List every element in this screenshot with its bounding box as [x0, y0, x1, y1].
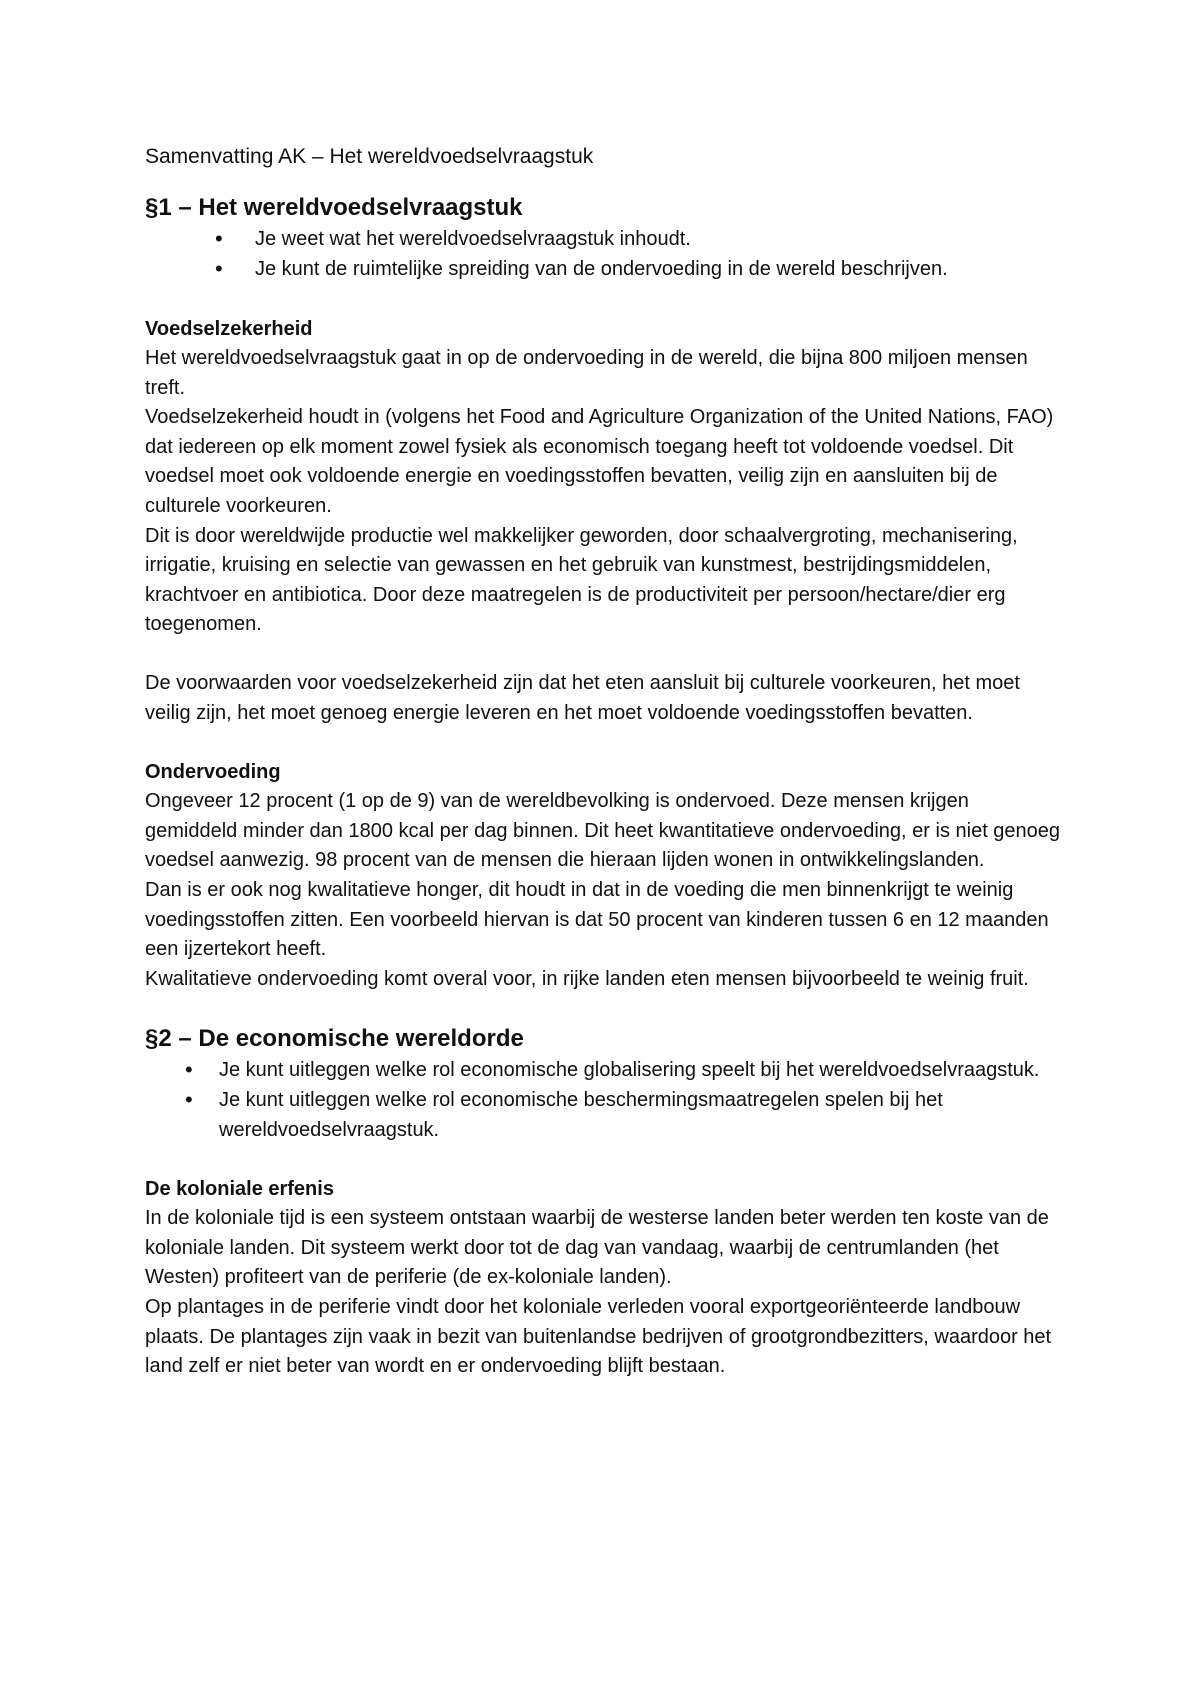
- paragraph: Dan is er ook nog kwalitatieve honger, dit houdt in dat in de voeding die men binnenkrijgt te weinig voedingsstoffen zitten. Een voorbeeld hiervan is dat 50 procent van kinderen tussen 6 en 12 maanden een ijzertekort heeft.: [145, 878, 1049, 961]
- voedselzekerheid-heading: Voedselzekerheid: [145, 318, 313, 340]
- section-2-heading: §2 – De economische wereldorde: [145, 1025, 524, 1053]
- section-1-goals: [145, 224, 1065, 284]
- paragraph: Kwalitatieve ondervoeding komt overal voor, in rijke landen eten mensen bijvoorbeeld te weinig fruit.: [145, 967, 1029, 990]
- document-page: [145, 142, 1065, 1382]
- goal-item: • Je kunt de ruimtelijke spreiding van de ondervoeding in de wereld beschrijven.: [145, 254, 1065, 284]
- goal-item: • Je kunt uitleggen welke rol economische globalisering speelt bij het wereldvoedselvraagstuk.: [145, 1055, 1065, 1085]
- document-title: Samenvatting AK – Het wereldvoedselvraagstuk: [145, 145, 594, 168]
- section-2-goals: [145, 1055, 1065, 1145]
- goal-item: • Je weet wat het wereldvoedselvraagstuk inhoudt.: [145, 224, 1065, 254]
- paragraph: Op plantages in de periferie vindt door het koloniale verleden vooral exportgeoriënteerde landbouw plaats. De plantages zijn vaak in bezit van buitenlandse bedrijven of grootgrondbezitters, waardoor het land zelf er niet beter van wordt en er ondervoeding blijft bestaan.: [145, 1296, 1052, 1378]
- paragraph: Dit is door wereldwijde productie wel makkelijker geworden, door schaalvergroting, mechanisering, irrigatie, kruising en selectie van gewassen en het gebruik van kunstmest, bestrijdingsmiddelen, krachtvoer en antibiotica. Door deze maatregelen is de productiviteit per persoon/hectare/dier erg toegenomen.: [145, 524, 1018, 636]
- koloniale-erfenis-heading: De koloniale erfenis: [145, 1178, 334, 1201]
- section-1-heading: §1 – Het wereldvoedselvraagstuk: [145, 194, 523, 221]
- ondervoeding-heading: Ondervoeding: [145, 761, 281, 784]
- paragraph: Voedselzekerheid houdt in (volgens het Food and Agriculture Organization of the United Nations, FAO) dat iedereen op elk moment zowel fysiek als economisch toegang heeft tot voldoende voedsel. Dit voedsel moet ook voldoende energie en voedingsstoffen bevatten, veilig zijn en aansluiten bij de culturele voorkeuren.: [145, 406, 1054, 517]
- paragraph: In de koloniale tijd is een systeem ontstaan waarbij de westerse landen beter werden ten koste van de koloniale landen. Dit systeem werkt door tot de dag van vandaag, waarbij de centrumlanden (het Westen) profiteert van de periferie (de ex-koloniale landen).: [145, 1207, 1049, 1289]
- paragraph: Ongeveer 12 procent (1 op de 9) van de wereldbevolking is ondervoed. Deze mensen krijgen gemiddeld minder dan 1800 kcal per dag binnen. Dit heet kwantitatieve ondervoeding, er is niet genoeg voedsel aanwezig. 98 procent van de mensen die hieraan lijden wonen in ontwikkelingslanden.: [145, 790, 1061, 872]
- paragraph: De voorwaarden voor voedselzekerheid zijn dat het eten aansluit bij culturele voorkeuren, het moet veilig zijn, het moet genoeg energie leveren en het moet voldoende voedingsstoffen bevatten.: [145, 671, 1020, 724]
- paragraph: Het wereldvoedselvraagstuk gaat in op de ondervoeding in de wereld, die bijna 800 miljoen mensen treft.: [145, 347, 1028, 399]
- goal-item: • Je kunt uitleggen welke rol economische beschermingsmaatregelen spelen bij het wereldvoedselvraagstuk.: [145, 1085, 1065, 1145]
